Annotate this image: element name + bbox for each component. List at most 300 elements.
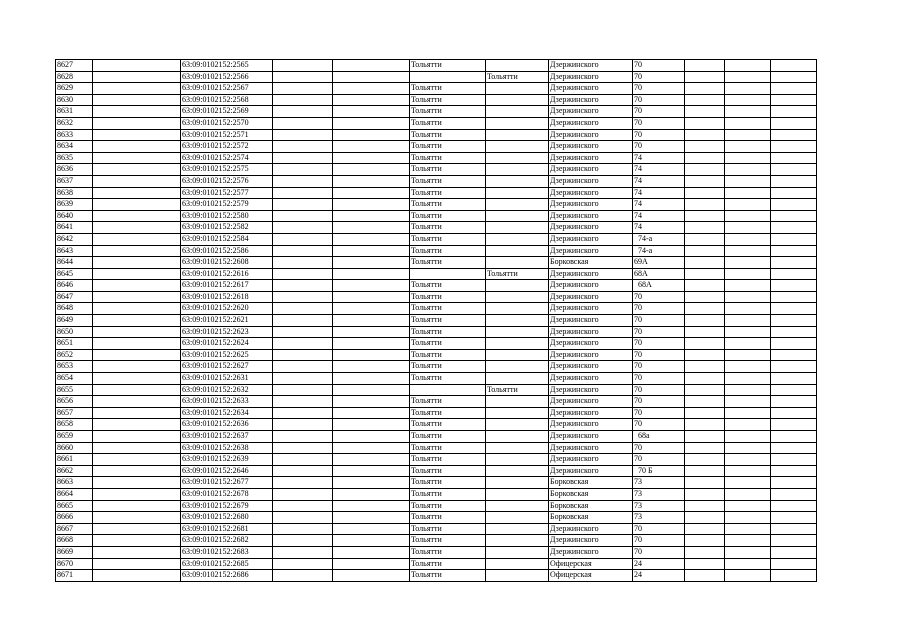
street-cell: Дзержинского	[549, 71, 633, 83]
house-cell: 70	[633, 326, 685, 338]
house-cell: 70	[633, 361, 685, 373]
empty-cell	[333, 396, 410, 408]
cadastral-number-cell: 63:09:0102152:2627	[181, 361, 273, 373]
empty-cell	[771, 535, 817, 547]
empty-cell	[685, 558, 725, 570]
cadastral-number-cell: 63:09:0102152:2608	[181, 257, 273, 269]
empty-cell	[771, 500, 817, 512]
empty-cell	[725, 233, 771, 245]
street-cell: Дзержинского	[549, 454, 633, 466]
cadastral-number-cell: 63:09:0102152:2586	[181, 245, 273, 257]
street-cell: Дзержинского	[549, 187, 633, 199]
house-cell: 70	[633, 315, 685, 327]
city-alt-cell	[486, 477, 549, 489]
empty-cell	[93, 233, 181, 245]
house-cell: 70	[633, 60, 685, 72]
city-alt-cell	[486, 315, 549, 327]
empty-cell	[725, 523, 771, 535]
empty-cell	[771, 164, 817, 176]
empty-cell	[93, 361, 181, 373]
table-row	[56, 257, 817, 269]
empty-cell	[93, 454, 181, 466]
cadastral-number-cell: 63:09:0102152:2686	[181, 570, 273, 582]
house-cell: 70	[633, 338, 685, 350]
house-cell: 70 Б	[633, 465, 685, 477]
house-cell: 70	[633, 396, 685, 408]
empty-cell	[771, 187, 817, 199]
empty-cell	[273, 512, 333, 524]
empty-cell	[685, 384, 725, 396]
row-number-cell: 8640	[56, 210, 93, 222]
empty-cell	[771, 431, 817, 443]
empty-cell	[685, 373, 725, 385]
empty-cell	[685, 291, 725, 303]
empty-cell	[93, 558, 181, 570]
empty-cell	[333, 257, 410, 269]
empty-cell	[93, 303, 181, 315]
city-alt-cell	[486, 83, 549, 95]
house-cell: 73	[633, 500, 685, 512]
empty-cell	[333, 535, 410, 547]
city-cell: Тольятти	[410, 349, 486, 361]
cadastral-number-cell: 63:09:0102152:2624	[181, 338, 273, 350]
city-alt-cell	[486, 60, 549, 72]
empty-cell	[725, 315, 771, 327]
house-cell: 70	[633, 419, 685, 431]
empty-cell	[771, 512, 817, 524]
street-cell: Дзержинского	[549, 546, 633, 558]
city-alt-cell	[486, 349, 549, 361]
empty-cell	[93, 175, 181, 187]
cadastral-number-cell: 63:09:0102152:2646	[181, 465, 273, 477]
house-cell: 68А	[633, 280, 685, 292]
city-alt-cell	[486, 175, 549, 187]
cadastral-number-cell: 63:09:0102152:2680	[181, 512, 273, 524]
city-alt-cell	[486, 500, 549, 512]
table-row	[56, 431, 817, 443]
house-cell: 70	[633, 106, 685, 118]
empty-cell	[93, 373, 181, 385]
city-cell: Тольятти	[410, 454, 486, 466]
empty-cell	[725, 454, 771, 466]
empty-cell	[771, 477, 817, 489]
empty-cell	[333, 106, 410, 118]
empty-cell	[771, 175, 817, 187]
empty-cell	[685, 199, 725, 211]
empty-cell	[725, 488, 771, 500]
city-cell: Тольятти	[410, 83, 486, 95]
house-cell: 24	[633, 570, 685, 582]
cadastral-number-cell: 63:09:0102152:2568	[181, 94, 273, 106]
empty-cell	[333, 210, 410, 222]
empty-cell	[725, 558, 771, 570]
row-number-cell: 8661	[56, 454, 93, 466]
empty-cell	[771, 454, 817, 466]
street-cell: Дзержинского	[549, 338, 633, 350]
empty-cell	[273, 303, 333, 315]
city-cell: Тольятти	[410, 315, 486, 327]
row-number-cell: 8631	[56, 106, 93, 118]
table-row	[56, 117, 817, 129]
cadastral-number-cell: 63:09:0102152:2569	[181, 106, 273, 118]
empty-cell	[685, 175, 725, 187]
empty-cell	[273, 407, 333, 419]
empty-cell	[273, 129, 333, 141]
row-number-cell: 8657	[56, 407, 93, 419]
empty-cell	[333, 280, 410, 292]
empty-cell	[725, 210, 771, 222]
street-cell: Дзержинского	[549, 431, 633, 443]
cadastral-number-cell: 63:09:0102152:2637	[181, 431, 273, 443]
cadastral-number-cell: 63:09:0102152:2632	[181, 384, 273, 396]
empty-cell	[93, 210, 181, 222]
row-number-cell: 8660	[56, 442, 93, 454]
city-cell: Тольятти	[410, 187, 486, 199]
empty-cell	[333, 465, 410, 477]
row-number-cell: 8662	[56, 465, 93, 477]
house-cell: 24	[633, 558, 685, 570]
house-cell: 70	[633, 442, 685, 454]
city-alt-cell	[486, 465, 549, 477]
row-number-cell: 8658	[56, 419, 93, 431]
city-alt-cell	[486, 407, 549, 419]
city-alt-cell	[486, 338, 549, 350]
table-row	[56, 245, 817, 257]
table-row	[56, 419, 817, 431]
street-cell: Дзержинского	[549, 60, 633, 72]
table-row	[56, 233, 817, 245]
row-number-cell: 8636	[56, 164, 93, 176]
table-row	[56, 442, 817, 454]
cadastral-number-cell: 63:09:0102152:2634	[181, 407, 273, 419]
empty-cell	[93, 141, 181, 153]
empty-cell	[273, 106, 333, 118]
house-cell: 70	[633, 373, 685, 385]
row-number-cell: 8630	[56, 94, 93, 106]
city-alt-cell	[486, 454, 549, 466]
empty-cell	[333, 129, 410, 141]
city-cell: Тольятти	[410, 338, 486, 350]
street-cell: Дзержинского	[549, 349, 633, 361]
empty-cell	[93, 187, 181, 199]
empty-cell	[93, 94, 181, 106]
table-row	[56, 60, 817, 72]
empty-cell	[771, 199, 817, 211]
house-cell: 74	[633, 210, 685, 222]
empty-cell	[93, 338, 181, 350]
empty-cell	[333, 187, 410, 199]
house-cell: 70	[633, 71, 685, 83]
cadastral-number-cell: 63:09:0102152:2565	[181, 60, 273, 72]
street-cell: Борковская	[549, 512, 633, 524]
empty-cell	[93, 129, 181, 141]
house-cell: 70	[633, 384, 685, 396]
city-cell: Тольятти	[410, 361, 486, 373]
table-row	[56, 373, 817, 385]
city-alt-cell	[486, 106, 549, 118]
row-number-cell: 8629	[56, 83, 93, 95]
city-alt-cell	[486, 326, 549, 338]
empty-cell	[93, 442, 181, 454]
empty-cell	[333, 175, 410, 187]
house-cell: 70	[633, 303, 685, 315]
cadastral-number-cell: 63:09:0102152:2574	[181, 152, 273, 164]
empty-cell	[273, 187, 333, 199]
city-cell: Тольятти	[410, 199, 486, 211]
row-number-cell: 8632	[56, 117, 93, 129]
street-cell: Дзержинского	[549, 83, 633, 95]
empty-cell	[725, 338, 771, 350]
empty-cell	[333, 222, 410, 234]
empty-cell	[273, 222, 333, 234]
house-cell: 73	[633, 488, 685, 500]
empty-cell	[771, 141, 817, 153]
city-alt-cell	[486, 442, 549, 454]
empty-cell	[685, 570, 725, 582]
city-cell: Тольятти	[410, 141, 486, 153]
cadastral-number-cell: 63:09:0102152:2584	[181, 233, 273, 245]
cadastral-number-cell: 63:09:0102152:2571	[181, 129, 273, 141]
empty-cell	[725, 442, 771, 454]
empty-cell	[333, 117, 410, 129]
house-cell: 68а	[633, 431, 685, 443]
house-cell: 70	[633, 129, 685, 141]
empty-cell	[273, 210, 333, 222]
empty-cell	[685, 245, 725, 257]
street-cell: Борковская	[549, 257, 633, 269]
empty-cell	[685, 303, 725, 315]
empty-cell	[273, 268, 333, 280]
empty-cell	[93, 315, 181, 327]
empty-cell	[93, 465, 181, 477]
empty-cell	[333, 83, 410, 95]
cadastral-number-cell: 63:09:0102152:2623	[181, 326, 273, 338]
empty-cell	[93, 291, 181, 303]
table-row	[56, 94, 817, 106]
cadastral-number-cell: 63:09:0102152:2570	[181, 117, 273, 129]
empty-cell	[333, 523, 410, 535]
city-cell: Тольятти	[410, 222, 486, 234]
house-cell: 70	[633, 94, 685, 106]
empty-cell	[725, 280, 771, 292]
table-row	[56, 164, 817, 176]
row-number-cell: 8656	[56, 396, 93, 408]
city-cell: Тольятти	[410, 106, 486, 118]
empty-cell	[685, 60, 725, 72]
row-number-cell: 8646	[56, 280, 93, 292]
street-cell: Дзержинского	[549, 199, 633, 211]
empty-cell	[685, 257, 725, 269]
table-row	[56, 570, 817, 582]
street-cell: Борковская	[549, 488, 633, 500]
empty-cell	[725, 349, 771, 361]
empty-cell	[685, 187, 725, 199]
empty-cell	[273, 164, 333, 176]
row-number-cell: 8635	[56, 152, 93, 164]
house-cell: 70	[633, 546, 685, 558]
empty-cell	[771, 546, 817, 558]
city-cell: Тольятти	[410, 60, 486, 72]
street-cell: Дзержинского	[549, 164, 633, 176]
house-cell: 69А	[633, 257, 685, 269]
empty-cell	[725, 512, 771, 524]
cadastral-number-cell: 63:09:0102152:2683	[181, 546, 273, 558]
empty-cell	[725, 268, 771, 280]
empty-cell	[771, 280, 817, 292]
empty-cell	[685, 315, 725, 327]
cadastral-number-cell: 63:09:0102152:2616	[181, 268, 273, 280]
empty-cell	[685, 326, 725, 338]
empty-cell	[725, 175, 771, 187]
empty-cell	[93, 500, 181, 512]
empty-cell	[93, 164, 181, 176]
street-cell: Дзержинского	[549, 303, 633, 315]
empty-cell	[273, 94, 333, 106]
empty-cell	[771, 465, 817, 477]
empty-cell	[273, 454, 333, 466]
city-cell	[410, 384, 486, 396]
table-row	[56, 106, 817, 118]
empty-cell	[93, 245, 181, 257]
empty-cell	[333, 442, 410, 454]
street-cell: Дзержинского	[549, 141, 633, 153]
empty-cell	[273, 280, 333, 292]
house-cell: 74	[633, 152, 685, 164]
city-cell: Тольятти	[410, 245, 486, 257]
row-number-cell: 8643	[56, 245, 93, 257]
city-alt-cell	[486, 535, 549, 547]
empty-cell	[93, 535, 181, 547]
table-row	[56, 141, 817, 153]
table-row	[56, 268, 817, 280]
empty-cell	[725, 291, 771, 303]
empty-cell	[685, 349, 725, 361]
city-cell: Тольятти	[410, 442, 486, 454]
empty-cell	[333, 199, 410, 211]
empty-cell	[771, 488, 817, 500]
empty-cell	[93, 570, 181, 582]
empty-cell	[93, 477, 181, 489]
city-cell: Тольятти	[410, 129, 486, 141]
street-cell: Дзержинского	[549, 245, 633, 257]
empty-cell	[725, 431, 771, 443]
empty-cell	[273, 373, 333, 385]
cadastral-number-cell: 63:09:0102152:2567	[181, 83, 273, 95]
cadastral-number-cell: 63:09:0102152:2582	[181, 222, 273, 234]
row-number-cell: 8653	[56, 361, 93, 373]
row-number-cell: 8638	[56, 187, 93, 199]
cadastral-number-cell: 63:09:0102152:2633	[181, 396, 273, 408]
cadastral-number-cell: 63:09:0102152:2636	[181, 419, 273, 431]
empty-cell	[333, 361, 410, 373]
street-cell: Дзержинского	[549, 280, 633, 292]
empty-cell	[685, 164, 725, 176]
row-number-cell: 8639	[56, 199, 93, 211]
empty-cell	[273, 338, 333, 350]
cadastral-number-cell: 63:09:0102152:2617	[181, 280, 273, 292]
street-cell: Дзержинского	[549, 407, 633, 419]
cadastral-number-cell: 63:09:0102152:2682	[181, 535, 273, 547]
empty-cell	[725, 187, 771, 199]
empty-cell	[93, 396, 181, 408]
table-row	[56, 338, 817, 350]
city-alt-cell	[486, 396, 549, 408]
empty-cell	[685, 477, 725, 489]
empty-cell	[333, 164, 410, 176]
row-number-cell: 8665	[56, 500, 93, 512]
empty-cell	[685, 535, 725, 547]
empty-cell	[333, 419, 410, 431]
city-alt-cell	[486, 245, 549, 257]
row-number-cell: 8642	[56, 233, 93, 245]
empty-cell	[685, 233, 725, 245]
street-cell: Дзержинского	[549, 129, 633, 141]
empty-cell	[725, 303, 771, 315]
city-alt-cell	[486, 488, 549, 500]
empty-cell	[273, 315, 333, 327]
cadastral-number-cell: 63:09:0102152:2685	[181, 558, 273, 570]
street-cell: Дзержинского	[549, 268, 633, 280]
city-cell	[410, 71, 486, 83]
empty-cell	[771, 373, 817, 385]
empty-cell	[273, 431, 333, 443]
empty-cell	[333, 71, 410, 83]
city-alt-cell	[486, 164, 549, 176]
street-cell: Дзержинского	[549, 106, 633, 118]
house-cell: 70	[633, 291, 685, 303]
empty-cell	[93, 488, 181, 500]
empty-cell	[725, 106, 771, 118]
table-row	[56, 500, 817, 512]
empty-cell	[333, 500, 410, 512]
row-number-cell: 8669	[56, 546, 93, 558]
empty-cell	[771, 152, 817, 164]
empty-cell	[93, 106, 181, 118]
row-number-cell: 8647	[56, 291, 93, 303]
city-cell: Тольятти	[410, 570, 486, 582]
street-cell: Дзержинского	[549, 442, 633, 454]
cadastral-number-cell: 63:09:0102152:2566	[181, 71, 273, 83]
empty-cell	[685, 500, 725, 512]
cadastral-number-cell: 63:09:0102152:2678	[181, 488, 273, 500]
row-number-cell: 8637	[56, 175, 93, 187]
empty-cell	[685, 71, 725, 83]
empty-cell	[771, 129, 817, 141]
empty-cell	[771, 94, 817, 106]
empty-cell	[725, 500, 771, 512]
row-number-cell: 8644	[56, 257, 93, 269]
city-alt-cell	[486, 373, 549, 385]
empty-cell	[333, 477, 410, 489]
empty-cell	[93, 222, 181, 234]
row-number-cell: 8654	[56, 373, 93, 385]
row-number-cell: 8667	[56, 523, 93, 535]
empty-cell	[725, 373, 771, 385]
city-alt-cell	[486, 187, 549, 199]
empty-cell	[725, 535, 771, 547]
city-alt-cell	[486, 303, 549, 315]
empty-cell	[333, 326, 410, 338]
cadastral-number-cell: 63:09:0102152:2572	[181, 141, 273, 153]
empty-cell	[93, 199, 181, 211]
empty-cell	[725, 94, 771, 106]
city-cell: Тольятти	[410, 396, 486, 408]
cadastral-number-cell: 63:09:0102152:2575	[181, 164, 273, 176]
city-alt-cell	[486, 291, 549, 303]
empty-cell	[685, 222, 725, 234]
cadastral-number-cell: 63:09:0102152:2579	[181, 199, 273, 211]
city-cell: Тольятти	[410, 152, 486, 164]
